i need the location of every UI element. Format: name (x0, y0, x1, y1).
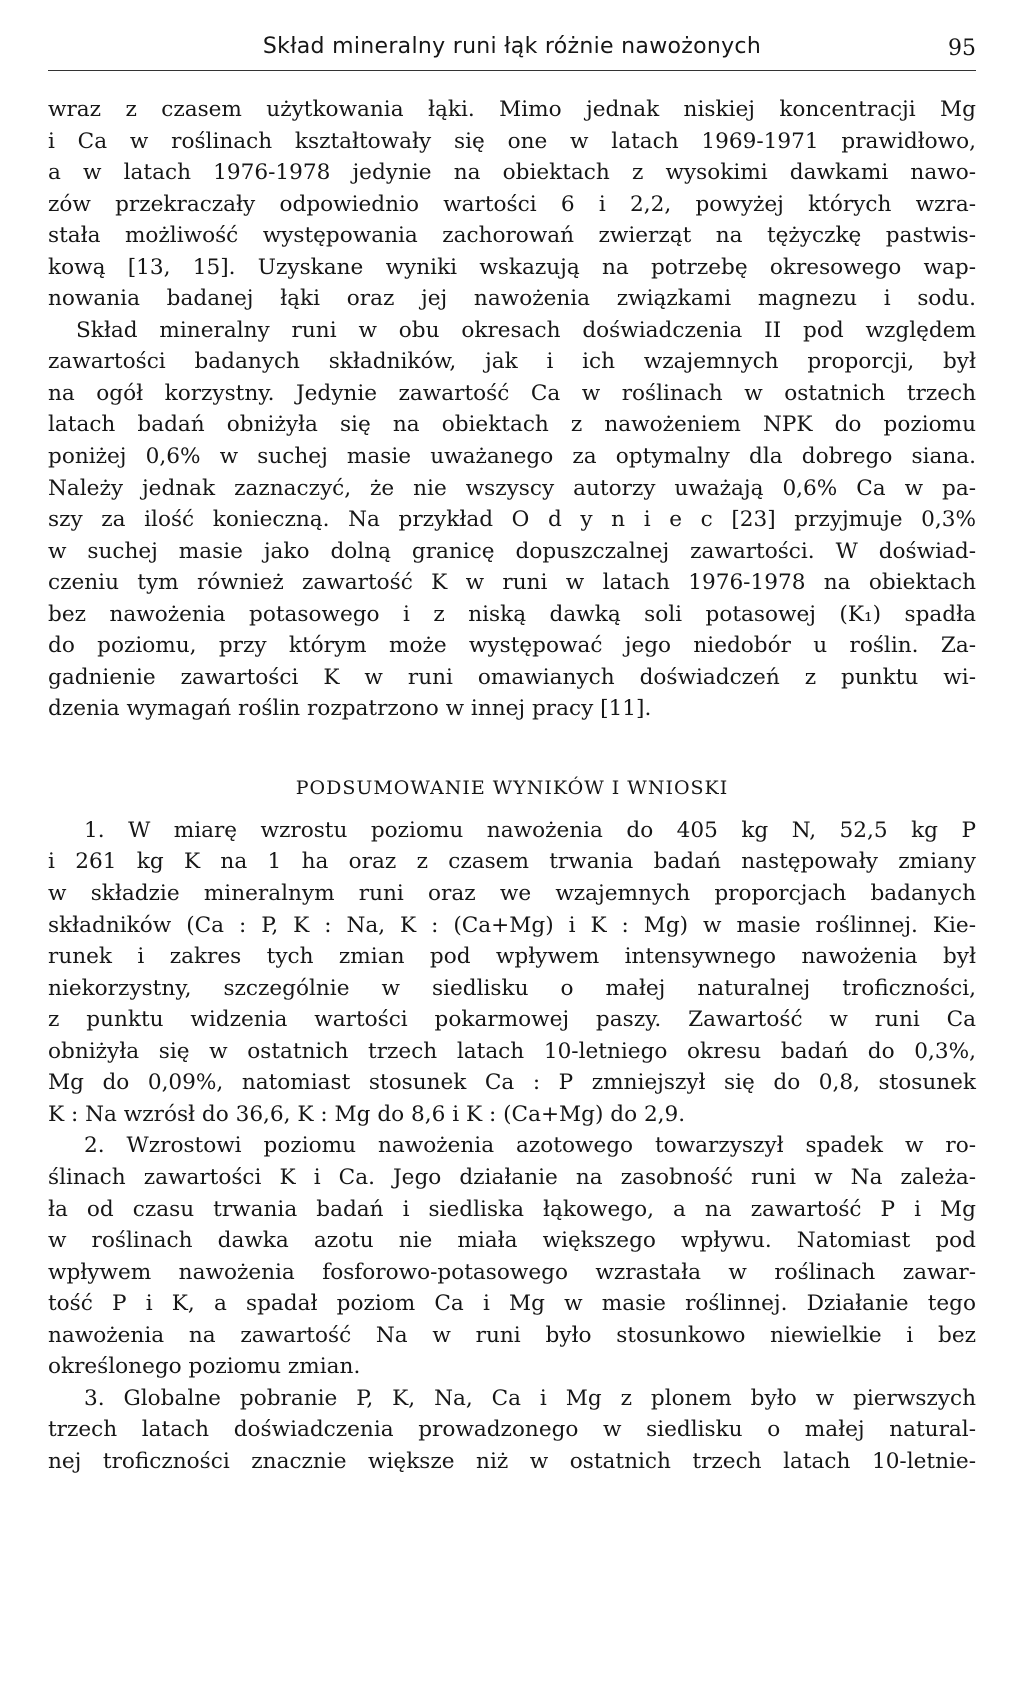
text-line: niekorzystny, szczególnie w siedlisku o małej naturalnej troficzności, (48, 975, 976, 1001)
running-header (48, 34, 976, 64)
paragraph-continuation (48, 94, 976, 315)
text-line: Mg do 0,09%, natomiast stosunek Ca : P zmniejszył się do 0,8, stosunek (48, 1070, 976, 1096)
text-line: K : Na wzrósł do 36,6, K : Mg do 8,6 i K : (Ca+Mg) do 2,9. (48, 1101, 686, 1127)
text-line: runek i zakres tych zmian pod wpływem intensywnego nawożenia był (48, 944, 976, 970)
conclusion-2 (48, 1130, 976, 1382)
text-line: Skład mineralny runi w obu okresach doświadczenia II pod względem (76, 317, 976, 343)
conclusion-1 (48, 815, 976, 1130)
text-line: w suchej masie jako dolną granicę dopuszczalnej zawartości. W doświad- (48, 538, 976, 564)
text-line: wraz z czasem użytkowania łąki. Mimo jednak niskiej koncentracji Mg (48, 97, 976, 122)
page-number: 95 (948, 36, 976, 61)
text-line: na ogół korzystny. Jedynie zawartość Ca w roślinach w ostatnich trzech (48, 380, 976, 406)
text-line: zawartości badanych składników, jak i ich wzajemnych proporcji, był (48, 349, 976, 375)
text-line: ła od czasu trwania badań i siedliska łąkowego, a na zawartość P i Mg (48, 1196, 976, 1222)
text-body (48, 94, 976, 1477)
text-line: zów przekraczały odpowiednio wartości 6 i 2,2, powyżej których wzra- (48, 191, 976, 217)
text-line: w składzie mineralnym runi oraz we wzajemnych proporcjach badanych (48, 881, 976, 907)
text-line: bez nawożenia potasowego i z niską dawką soli potasowej (K₁) spadła (48, 601, 976, 627)
text-line: nej troficzności znacznie większe niż w ostatnich trzech latach 10-letnie- (48, 1448, 976, 1474)
text-line: 3. Globalne pobranie P, K, Na, Ca i Mg z plonem było w pierwszych (84, 1385, 976, 1411)
text-line: do poziomu, przy którym może występować jego niedobór u roślin. Za- (48, 633, 976, 659)
text-line: i Ca w roślinach kształtowały się one w latach 1969-1971 prawidłowo, (48, 128, 976, 154)
text-line: latach badań obniżyła się na obiektach z nawożeniem NPK do poziomu (48, 412, 976, 438)
header-rule (48, 70, 976, 71)
text-line: z punktu widzenia wartości pokarmowej paszy. Zawartość w runi Ca (48, 1007, 976, 1033)
paragraph-experiment-2 (48, 315, 976, 725)
text-line: nowania badanej łąki oraz jej nawożenia związkami magnezu i sodu. (48, 286, 976, 312)
text-line: trzech latach doświadczenia prowadzonego w siedlisku o małej natural- (48, 1417, 976, 1443)
text-line: czeniu tym również zawartość K w runi w latach 1976-1978 na obiektach (48, 570, 976, 596)
text-line: wpływem nawożenia fosforowo-potasowego wzrastała w roślinach zawar- (48, 1259, 976, 1285)
text-line: kową [13, 15]. Uzyskane wyniki wskazują na potrzebę okresowego wap- (48, 254, 976, 280)
text-line: 1. W miarę wzrostu poziomu nawożenia do 405 kg N, 52,5 kg P (84, 817, 976, 843)
text-line: tość P i K, a spadał poziom Ca i Mg w masie roślinnej. Działanie tego (48, 1291, 976, 1317)
text-line: gadnienie zawartości K w runi omawianych doświadczeń z punktu wi- (48, 664, 976, 690)
text-line: stała możliwość występowania zachorowań zwierząt na tężyczkę pastwis- (48, 223, 976, 249)
section-heading: PODSUMOWANIE WYNIKÓW I WNIOSKI (295, 776, 729, 799)
conclusion-3 (48, 1383, 976, 1478)
text-line: dzenia wymagań roślin rozpatrzono w innej pracy [11]. (48, 696, 652, 722)
text-line: nawożenia na zawartość Na w runi było stosunkowo niewielkie i bez (48, 1322, 976, 1348)
text-line: poniżej 0,6% w suchej masie uważanego za optymalny dla dobrego siana. (48, 444, 976, 470)
text-line: obniżyła się w ostatnich trzech latach 10-letniego okresu badań do 0,3%, (48, 1038, 976, 1064)
text-line: w roślinach dawka azotu nie miała większego wpływu. Natomiast pod (48, 1228, 976, 1254)
text-line: 2. Wzrostowi poziomu nawożenia azotowego towarzyszył spadek w ro- (84, 1133, 976, 1159)
text-line: a w latach 1976-1978 jedynie na obiektach z wysokimi dawkami nawo- (48, 160, 976, 186)
text-line: Należy jednak zaznaczyć, że nie wszyscy autorzy uważają 0,6% Ca w pa- (48, 475, 976, 501)
text-line: szy za ilość konieczną. Na przykład O d y n i e c [23] przyjmuje 0,3% (48, 507, 976, 533)
running-title: Skład mineralny runi łąk różnie nawożonych (262, 34, 762, 59)
text-line: składników (Ca : P, K : Na, K : (Ca+Mg) i K : Mg) w masie roślinnej. Kie- (48, 912, 976, 938)
text-line: i 261 kg K na 1 ha oraz z czasem trwania badań następowały zmiany (48, 849, 976, 875)
text-line: ślinach zawartości K i Ca. Jego działanie na zasobność runi w Na zależa- (48, 1164, 976, 1190)
text-line: określonego poziomu zmian. (48, 1354, 361, 1380)
